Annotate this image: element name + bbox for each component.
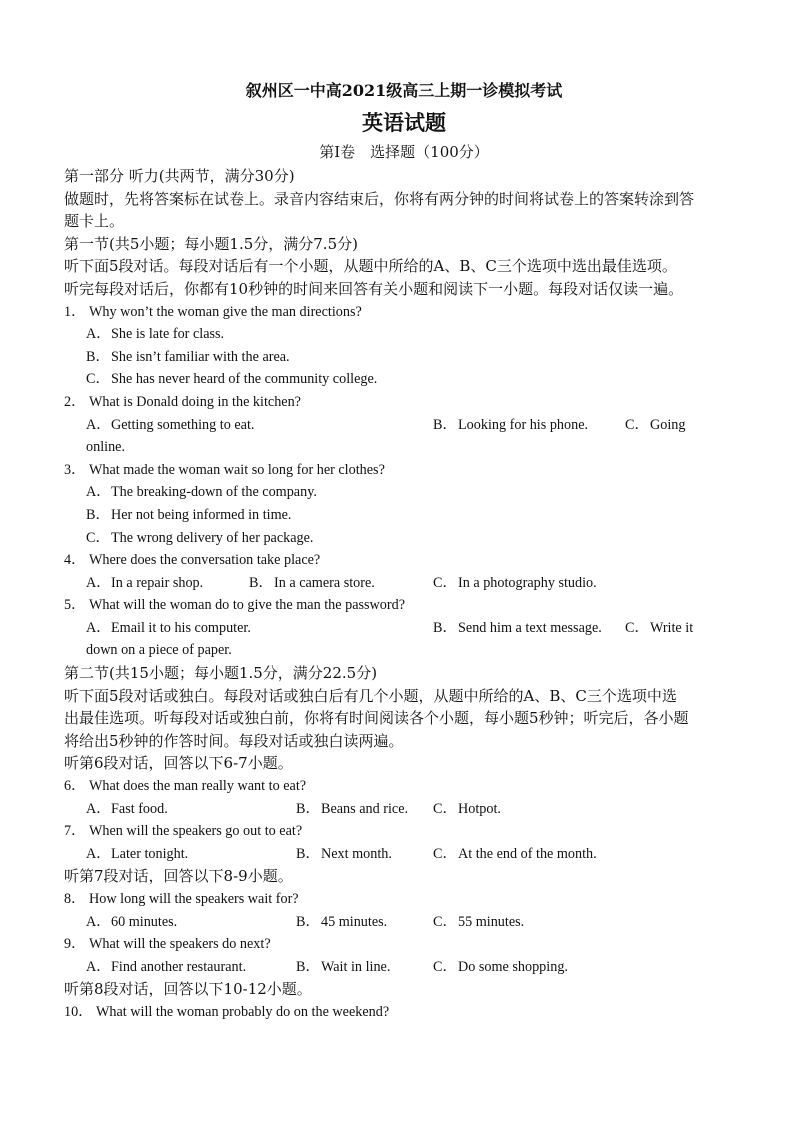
question-5 bbox=[64, 594, 744, 617]
option-letter: B． bbox=[296, 913, 320, 930]
option-text: Beans and rice. bbox=[321, 800, 409, 817]
question-number: 10． bbox=[64, 1003, 93, 1020]
question-number: 6． bbox=[64, 778, 86, 795]
option-text-wrap: online. bbox=[86, 439, 126, 456]
option-text: In a repair shop. bbox=[111, 574, 204, 591]
question-text: Why won’t the woman give the man directions? bbox=[89, 303, 362, 320]
option-letter: C． bbox=[433, 800, 457, 817]
question-10 bbox=[64, 1001, 744, 1024]
option-letter: A． bbox=[86, 416, 111, 433]
question-text: When will the speakers go out to eat? bbox=[89, 823, 303, 840]
part1-heading: 第一部分 听力(共两节，满分30分) bbox=[64, 167, 295, 185]
option-letter: B． bbox=[86, 348, 110, 365]
option-text: She has never heard of the community college. bbox=[111, 371, 378, 388]
exam-subtitle: 英语试题 bbox=[362, 110, 446, 135]
options-q7 bbox=[64, 843, 744, 866]
option-letter: C． bbox=[625, 416, 649, 433]
option-text: Do some shopping. bbox=[458, 958, 568, 975]
question-text: Where does the conversation take place? bbox=[89, 552, 321, 569]
option-letter: C． bbox=[433, 574, 457, 591]
option-text: Later tonight. bbox=[111, 845, 189, 862]
question-number: 3． bbox=[64, 461, 86, 478]
option-text: She isn’t familiar with the area. bbox=[111, 348, 290, 365]
part1-instruction-line: 题卡上。 bbox=[64, 212, 125, 231]
option-text: Fast food. bbox=[111, 800, 168, 817]
option-text: Write it bbox=[650, 619, 694, 636]
options-q2 bbox=[64, 414, 744, 459]
question-8 bbox=[64, 888, 744, 911]
question-6 bbox=[64, 775, 744, 798]
option-text: In a camera store. bbox=[274, 574, 375, 591]
option-text: Email it to his computer. bbox=[111, 619, 251, 636]
section1-instruction-line: 听完每段对话后，你都有10秒钟的时间来回答有关小题和阅读下一小题。每段对话仅读一遍。 bbox=[64, 279, 684, 298]
part1-instruction-line: 做题时，先将答案标在试卷上。录音内容结束后，你将有两分钟的时间将试卷上的答案转涂到答 bbox=[64, 189, 695, 208]
section2-heading: 第二节(共15小题；每小题1.5分，满分22.5分) bbox=[64, 664, 378, 683]
question-text: What will the woman do to give the man the password? bbox=[89, 597, 405, 614]
question-text: What does the man really want to eat? bbox=[89, 778, 307, 795]
option-letter: B． bbox=[433, 416, 457, 433]
option-text: 55 minutes. bbox=[458, 913, 525, 930]
option-text: Find another restaurant. bbox=[111, 958, 247, 975]
option-letter: A． bbox=[86, 619, 111, 636]
option-letter: B． bbox=[86, 506, 110, 523]
option-text: Wait in line. bbox=[321, 958, 391, 975]
options-q9 bbox=[64, 956, 744, 979]
dialogue-7-instruction: 听第7段对话，回答以下8-9小题。 bbox=[64, 867, 293, 886]
question-7 bbox=[64, 820, 744, 843]
question-9 bbox=[64, 933, 744, 956]
question-text: What is Donald doing in the kitchen? bbox=[89, 393, 301, 410]
question-number: 5． bbox=[64, 597, 86, 614]
question-number: 7． bbox=[64, 823, 86, 840]
option-text: At the end of the month. bbox=[458, 845, 597, 862]
question-number: 9． bbox=[64, 936, 86, 953]
option-letter: B． bbox=[296, 800, 320, 817]
options-q8 bbox=[64, 911, 744, 934]
question-text: What will the speakers do next? bbox=[89, 936, 271, 953]
option-text: The wrong delivery of her package. bbox=[111, 529, 314, 546]
question-4 bbox=[64, 549, 744, 572]
section2-instruction-line: 将给出5秒钟的作答时间。每段对话或独白读两遍。 bbox=[64, 731, 404, 750]
question-text: What made the woman wait so long for her clothes? bbox=[89, 461, 385, 478]
section2-instruction-line: 听下面5段对话或独白。每段对话或独白后有几个小题，从题中所给的A、B、C三个选项中选 bbox=[64, 686, 677, 705]
option-text: The breaking-down of the company. bbox=[111, 484, 317, 501]
option-text: Next month. bbox=[321, 845, 392, 862]
options-q4 bbox=[64, 572, 744, 595]
options-q5 bbox=[64, 617, 744, 662]
option-text: 60 minutes. bbox=[111, 913, 178, 930]
question-number: 8． bbox=[64, 891, 86, 907]
option-text: Getting something to eat. bbox=[111, 416, 255, 433]
option-text: 45 minutes. bbox=[321, 913, 388, 930]
question-text: How long will the speakers wait for? bbox=[89, 891, 299, 907]
option-letter: C． bbox=[86, 371, 110, 388]
option-letter: A． bbox=[86, 845, 111, 862]
question-number: 2． bbox=[64, 393, 86, 410]
option-text: Her not being informed in time. bbox=[111, 506, 292, 523]
option-letter: A． bbox=[86, 574, 111, 591]
question-2 bbox=[64, 391, 744, 414]
exam-title: 叙州区一中高2021级高三上期一诊模拟考试 bbox=[245, 81, 563, 100]
option-text: In a photography studio. bbox=[458, 574, 597, 591]
option-letter: B． bbox=[433, 619, 457, 636]
option-text: Hotpot. bbox=[458, 800, 501, 817]
option-letter: A． bbox=[86, 800, 111, 817]
dialogue-8-instruction: 听第8段对话，回答以下10-12小题。 bbox=[64, 980, 312, 999]
option-letter: A． bbox=[86, 913, 111, 930]
question-text: What will the woman probably do on the weekend? bbox=[96, 1003, 390, 1020]
option-letter: C． bbox=[433, 958, 457, 975]
option-letter: B． bbox=[296, 958, 320, 975]
question-number: 1． bbox=[64, 303, 86, 320]
option-letter: C． bbox=[86, 529, 110, 546]
option-text: Going bbox=[650, 416, 686, 433]
section2-instruction-line: 出最佳选项。听每段对话或独白前，你将有时间阅读各个小题，每小题5秒钟；听完后，各小题 bbox=[64, 709, 689, 728]
option-letter: B． bbox=[249, 574, 273, 591]
question-3 bbox=[64, 459, 744, 482]
section1-instruction-line: 听下面5段对话。每段对话后有一个小题，从题中所给的A、B、C三个选项中选出最佳选项。 bbox=[64, 257, 677, 276]
section1-heading: 第一节(共5小题；每小题1.5分，满分7.5分) bbox=[64, 234, 358, 253]
option-text: Send him a text message. bbox=[458, 619, 602, 636]
dialogue-6-instruction: 听第6段对话，回答以下6-7小题。 bbox=[64, 754, 293, 773]
volume-heading: 第Ⅰ卷 选择题（100分） bbox=[319, 143, 489, 161]
option-letter: B． bbox=[296, 845, 320, 862]
question-1 bbox=[64, 301, 744, 324]
option-letter: C． bbox=[433, 913, 457, 930]
option-letter: A． bbox=[86, 958, 111, 975]
options-q1 bbox=[64, 323, 744, 391]
option-letter: A． bbox=[86, 484, 111, 501]
option-letter: A． bbox=[86, 326, 111, 343]
option-text-wrap: down on a piece of paper. bbox=[86, 642, 232, 659]
option-letter: C． bbox=[433, 845, 457, 862]
option-text: Looking for his phone. bbox=[458, 416, 589, 433]
exam-page bbox=[64, 78, 744, 1024]
question-number: 4． bbox=[64, 552, 86, 569]
options-q6 bbox=[64, 798, 744, 821]
option-letter: C． bbox=[625, 619, 649, 636]
option-text: She is late for class. bbox=[111, 326, 225, 343]
options-q3 bbox=[64, 481, 744, 549]
